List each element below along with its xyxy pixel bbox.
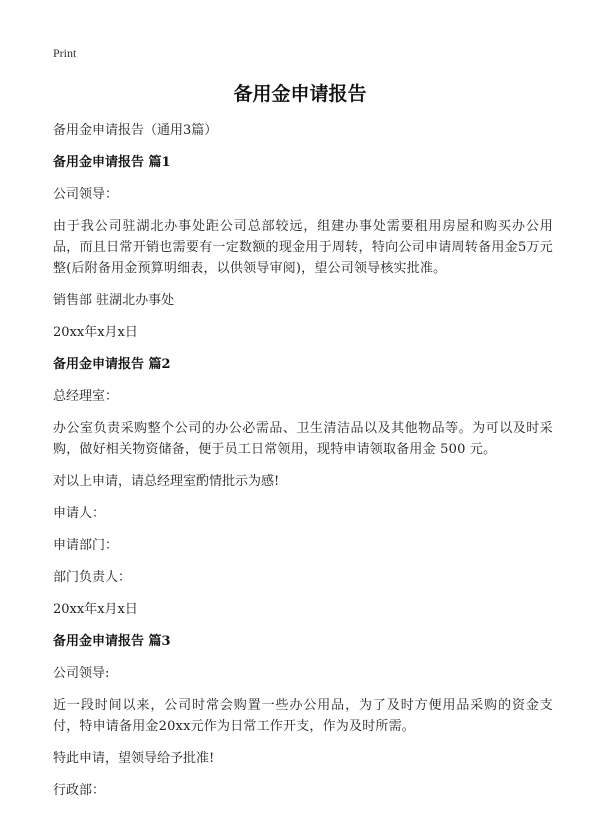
section3-salutation: 公司领导: <box>53 666 110 681</box>
document-subtitle: 备用金申请报告（通用3篇） <box>53 123 218 138</box>
section2-department: 申请部门： <box>53 538 119 553</box>
section2-dept-head: 部门负责人： <box>53 570 132 585</box>
section2-date: 20xx年x月x日 <box>53 602 138 617</box>
print-link[interactable]: Print <box>53 46 77 60</box>
section2-heading: 备用金申请报告 篇2 <box>53 357 171 372</box>
section2-body: 办公室负责采购整个公司的办公必需品、卫生清洁品以及其他物品等。为可以及时采购，做好相关物资储备，便于员工日常领用，现特申请领取备用金 500 元。 <box>53 421 553 457</box>
section1-signature: 销售部 驻湖北办事处 <box>53 293 175 308</box>
section1-heading: 备用金申请报告 篇1 <box>53 155 171 170</box>
section2-applicant: 申请人： <box>53 506 106 521</box>
section3-heading: 备用金申请报告 篇3 <box>53 634 171 649</box>
page-title: 备用金申请报告 <box>233 83 367 105</box>
section3-signature: 行政部： <box>53 783 106 798</box>
section2-closing: 对以上申请，请总经理室酌情批示为感! <box>53 474 280 489</box>
section1-body: 由于我公司驻湖北办事处距公司总部较远，组建办事处需要租用房屋和购买办公用品，而且日常开销也需要有一定数额的现金用于周转，特向公司申请周转备用金5万元整(后附备用金预算明细表，以供领导审阅)，望公司领导核实批准。 <box>53 219 553 276</box>
section1-salutation: 公司领导： <box>53 187 119 202</box>
section3-closing: 特此申请，望领导给予批准! <box>53 751 215 766</box>
section1-date: 20xx年x月x日 <box>53 325 138 340</box>
section2-salutation: 总经理室： <box>53 389 119 404</box>
section3-body: 近一段时间以来，公司时常会购置一些办公用品，为了及时方便用品采购的资金支付，特申请备用金20xx元作为日常工作开支，作为及时所需。 <box>53 698 553 734</box>
document-body <box>53 120 553 812</box>
